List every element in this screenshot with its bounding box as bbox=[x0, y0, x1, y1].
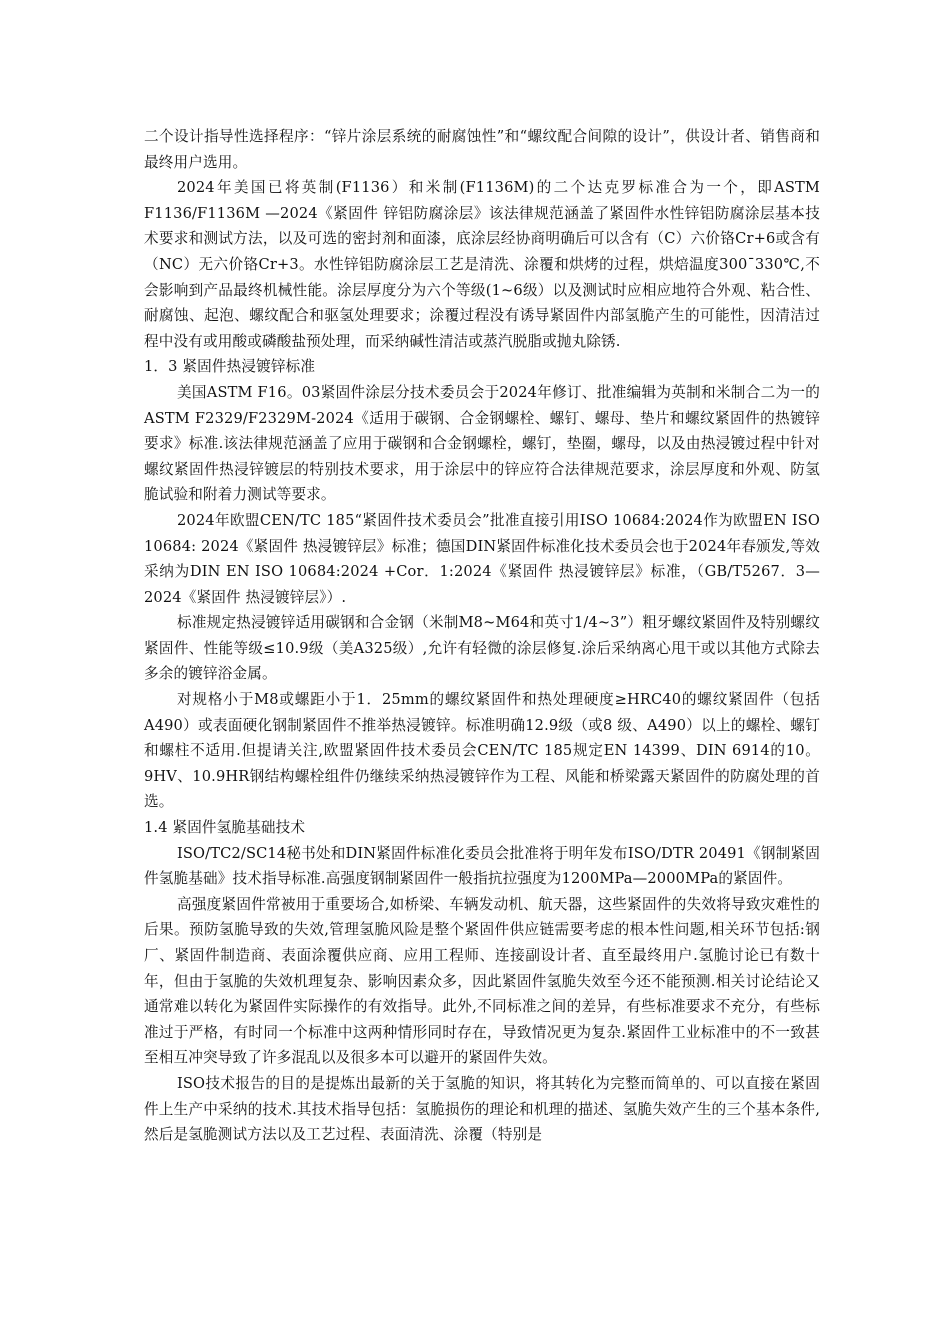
document-page bbox=[144, 124, 820, 1148]
paragraph: 2024年美国已将英制(F1136）和米制(F1136M)的二个达克罗标准合为一个，即ASTM F1136/F1136M —2024《紧固件 锌铝防腐涂层》该法律规范涵盖了紧固件水性锌铝防腐涂层基本技术要求和测试方法，以及可选的密封剂和面漆，底涂层经协商明确后可以含有（C）六价铬Cr+6或含有（NC）无六价铬Cr+3。水性锌铝防腐涂层工艺是清洗、涂覆和烘烤的过程，烘焙温度300¯330℃,不会影响到产品最终机械性能。涂层厚度分为六个等级(1~6级）以及测试时应相应地符合外观、粘合性、耐腐蚀、起泡、螺纹配合和驱氢处理要求；涂覆过程没有诱导紧固件内部氢脆产生的可能性，因清洁过程中没有或用酸或磷酸盐预处理，而采纳碱性清洁或蒸汽脱脂或抛丸除锈. bbox=[144, 179, 820, 350]
paragraph: 美国ASTM F16。03紧固件涂层分技术委员会于2024年修订、批准编辑为英制和米制合二为一的ASTM F2329/F2329M-2024《适用于碳钢、合金钢螺栓、螺钉、螺母、垫片和螺纹紧固件的热镀锌要求》标准.该法律规范涵盖了应用于碳钢和合金钢螺栓，螺钉，垫圈，螺母，以及由热浸镀过程中针对螺纹紧固件热浸锌镀层的特别技术要求，用于涂层中的锌应符合法律规范要求，涂层厚度和外观、防氢脆试验和附着力测试等要求。 bbox=[144, 383, 820, 504]
paragraph: 高强度紧固件常被用于重要场合,如桥梁、车辆发动机、航天器，这些紧固件的失效将导致灾难性的后果。预防氢脆导致的失效,管理氢脆风险是整个紧固件供应链需要考虑的根本性问题,相关环节包括:钢厂、紧固件制造商、表面涂覆供应商、应用工程师、连接副设计者、直至最终用户.氢脆讨论已有数十年，但由于氢脆的失效机理复杂、影响因素众多，因此紧固件氢脆失效至今还不能预测.相关讨论结论又通常难以转化为紧固件实际操作的有效指导。此外,不同标准之间的差异，有些标准要求不充分，有些标准过于严格，有时同一个标准中这两种情形同时存在，导致情况更为复杂.紧固件工业标准中的不一致甚至相互冲突导致了许多混乱以及很多本可以避开的紧固件失效。 bbox=[144, 895, 820, 1067]
paragraph: ISO/TC2/SC14秘书处和DIN紧固件标准化委员会批准将于明年发布ISO/DTR 20491《钢制紧固件氢脆基础》技术指导标准.高强度钢制紧固件一般指抗拉强度为1200MPa—2000MPa的紧固件。 bbox=[144, 844, 820, 888]
section-heading: 1.4 紧固件氢脆基础技术 bbox=[144, 819, 306, 837]
paragraph: 标准规定热浸镀锌适用碳钢和合金钢（米制M8~M64和英寸1/4~3”）粗牙螺纹紧固件及特别螺纹紧固件、性能等级≤10.9级（美A325级）,允许有轻微的涂层修复.涂后采纳离心甩干或以其他方式除去多余的镀锌浴金属。 bbox=[144, 614, 820, 683]
paragraph: 二个设计指导性选择程序：“锌片涂层系统的耐腐蚀性”和“螺纹配合间隙的设计”，供设计者、销售商和最终用户选用。 bbox=[144, 128, 820, 171]
section-heading: 1．3 紧固件热浸镀锌标准 bbox=[144, 358, 316, 376]
paragraph: 2024年欧盟CEN/TC 185“紧固件技术委员会”批准直接引用ISO 10684:2024作为欧盟EN ISO 10684: 2024《紧固件 热浸镀锌层》标准；德国DIN紧固件标准化技术委员会也于2024年春颁发,等效采纳为DIN EN ISO 10684:2024 +Cor．1:2024《紧固件 热浸镀锌层》标准，（GB/T5267．3—2024《紧固件 热浸镀锌层》）. bbox=[144, 511, 820, 606]
paragraph: 对规格小于M8或螺距小于1．25mm的螺纹紧固件和热处理硬度≥HRC40的螺纹紧固件（包括A490）或表面硬化钢制紧固件不推举热浸镀锌。标准明确12.9级（或8 级、A490）以上的螺栓、螺钉和螺柱不适用.但提请关注,欧盟紧固件技术委员会CEN/TC 185规定EN 14399、DIN 6914的10。9HV、10.9HR钢结构螺栓组件仍继续采纳热浸镀锌作为工程、风能和桥梁露天紧固件的防腐处理的首选。 bbox=[144, 691, 820, 811]
paragraph: ISO技术报告的目的是提炼出最新的关于氢脆的知识，将其转化为完整而简单的、可以直接在紧固件上生产中采纳的技术.其技术指导包括：氢脆损伤的理论和机理的描述、氢脆失效产生的三个基本条件,然后是氢脆测试方法以及工艺过程、表面清洗、涂覆（特别是 bbox=[144, 1074, 820, 1144]
